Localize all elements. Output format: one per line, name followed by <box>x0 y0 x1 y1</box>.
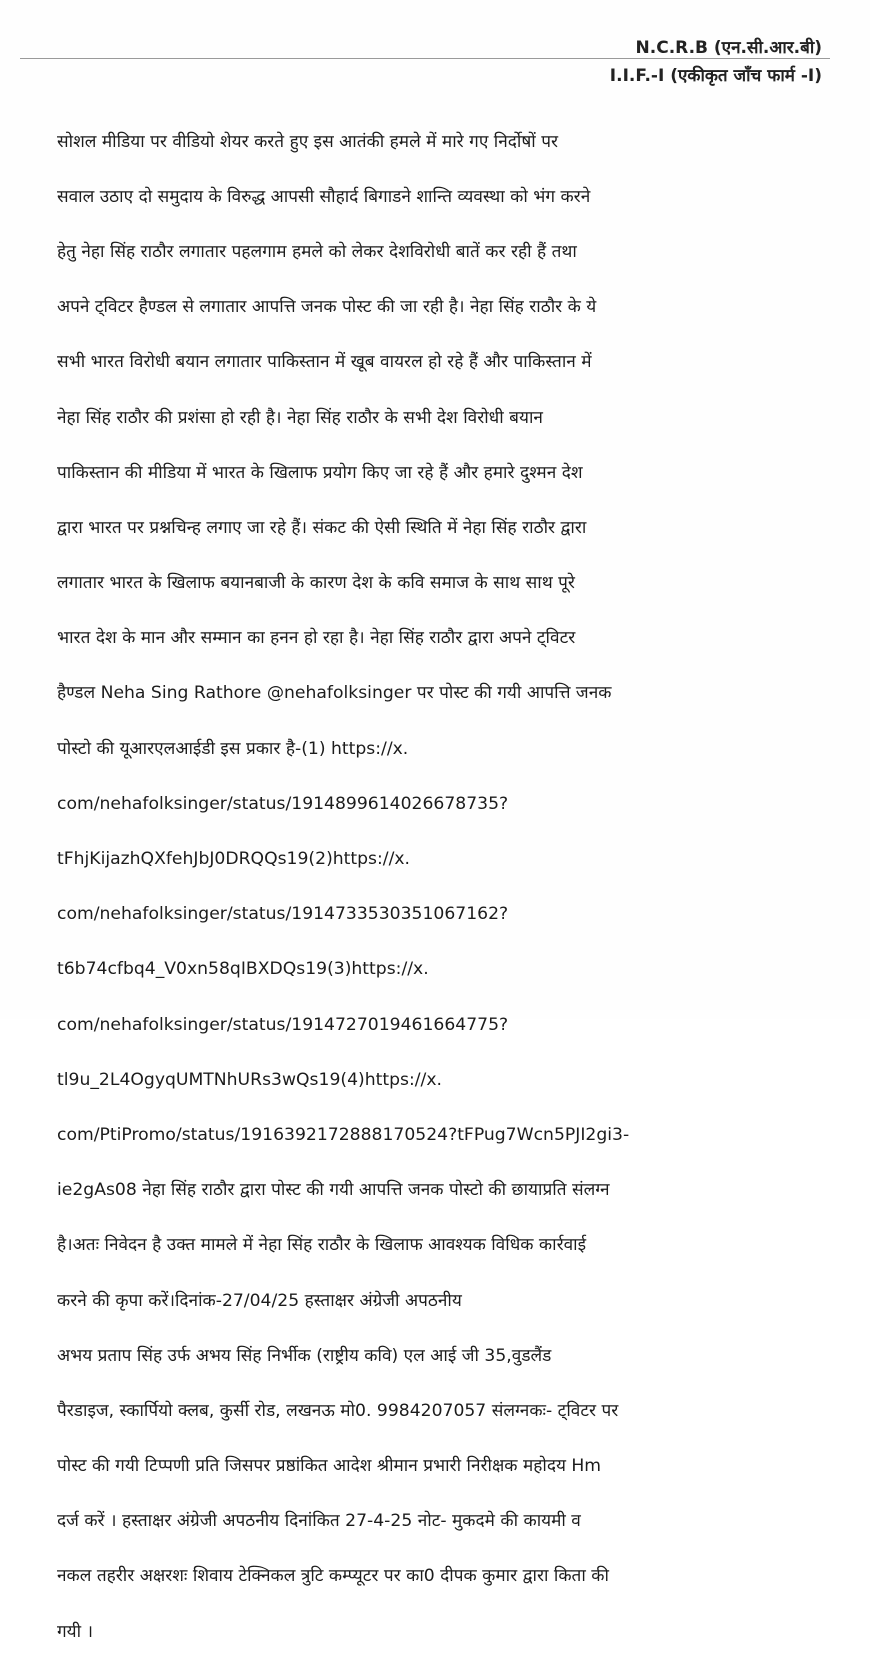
body-line: करने की कृपा करें।दिनांक-27/04/25 हस्ताक्षर अंग्रेजी अपठनीय <box>57 1290 462 1311</box>
url-line: t6b74cfbq4_V0xn58qIBXDQs19(3)https://x. <box>57 959 429 980</box>
body-line: दर्ज करें । हस्ताक्षर अंग्रेजी अपठनीय दिनांकित 27-4-25 नोट- मुकदमे की कायमी व <box>57 1511 581 1532</box>
url-line: com/nehafolksinger/status/1914733530351067162? <box>57 904 509 925</box>
url-line: com/nehafolksinger/status/1914899614026678735? <box>57 793 509 814</box>
body-line: पाकिस्तान की मीडिया में भारत के खिलाफ प्रयोग किए जा रहे हैं और हमारे दुश्मन देश <box>57 462 583 483</box>
body-line: हैण्डल Neha Sing Rathore @nehafolksinger पर पोस्ट की गयी आपत्ति जनक <box>57 683 612 704</box>
url-line: com/PtiPromo/status/1916392172888170524?tFPug7Wcn5PJI2gi3- <box>57 1124 630 1145</box>
url-line: tl9u_2L4OgyqUMTNhURs3wQs19(4)https://x. <box>57 1069 442 1090</box>
url-line: com/nehafolksinger/status/1914727019461664775? <box>57 1014 509 1035</box>
body-line: नकल तहरीर अक्षरशः शिवाय टेक्निकल त्रुटि कम्प्यूटर पर का0 दीपक कुमार द्वारा किता की <box>57 1566 609 1587</box>
body-line: सवाल उठाए दो समुदाय के विरुद्ध आपसी सौहार्द बिगाडने शान्ति व्यवस्था को भंग करने <box>57 186 591 207</box>
body-line: हेतु नेहा सिंह राठौर लगातार पहलगाम हमले को लेकर देशविरोधी बातें कर रही हैं तथा <box>57 241 577 262</box>
url-line: tFhjKijazhQXfehJbJ0DRQQs19(2)https://x. <box>57 849 411 870</box>
body-line: ie2gAs08 नेहा सिंह राठौर द्वारा पोस्ट की गयी आपत्ति जनक पोस्टो की छायाप्रति संलग्न <box>57 1180 610 1201</box>
header-iif-form: I.I.F.-I (एकीकृत जाँच फार्म -I) <box>609 66 822 86</box>
complainant-line: अभय प्रताप सिंह उर्फ अभय सिंह निर्भीक (राष्ट्रीय कवि) एल आई जी 35,वुडलैंड <box>57 1345 552 1366</box>
body-line: लगातार भारत के खिलाफ बयानबाजी के कारण देश के कवि समाज के साथ साथ पूरे <box>57 573 575 594</box>
header-ncrb: N.C.R.B (एन.सी.आर.बी) <box>635 38 822 58</box>
complaint-body <box>57 101 802 1674</box>
body-line: गयी । <box>57 1621 94 1642</box>
body-line: है।अतः निवेदन है उक्त मामले में नेहा सिंह राठौर के खिलाफ आवश्यक विधिक कार्रवाई <box>57 1235 587 1256</box>
body-line: पोस्ट की गयी टिप्पणी प्रति जिसपर प्रष्ठांकित आदेश श्रीमान प्रभारी निरीक्षक महोदय Hm <box>57 1456 602 1477</box>
complainant-address-line: पैरडाइज, स्कार्पियो क्लब, कुर्सी रोड, लखनऊ मो0. 9984207057 संलग्नकः- ट्विटर पर <box>57 1400 619 1421</box>
header-divider <box>20 58 830 59</box>
body-line: पोस्टो की यूआरएलआईडी इस प्रकार है-(1) https://x. <box>57 738 409 759</box>
body-line: सोशल मीडिया पर वीडियो शेयर करते हुए इस आतंकी हमले में मारे गए निर्दोषों पर <box>57 131 559 152</box>
body-line: अपने ट्विटर हैण्डल से लगातार आपत्ति जनक पोस्ट की जा रही है। नेहा सिंह राठौर के ये <box>57 297 597 318</box>
body-line: सभी भारत विरोधी बयान लगातार पाकिस्तान में खूब वायरल हो रहे हैं और पाकिस्तान में <box>57 352 592 373</box>
body-line: भारत देश के मान और सम्मान का हनन हो रहा है। नेहा सिंह राठौर द्वारा अपने ट्विटर <box>57 628 576 649</box>
body-line: नेहा सिंह राठौर की प्रशंसा हो रही है। नेहा सिंह राठौर के सभी देश विरोधी बयान <box>57 407 543 428</box>
body-line: द्वारा भारत पर प्रश्नचिन्ह लगाए जा रहे हैं। संकट की ऐसी स्थिति में नेहा सिंह राठौर द्वारा <box>57 517 587 538</box>
